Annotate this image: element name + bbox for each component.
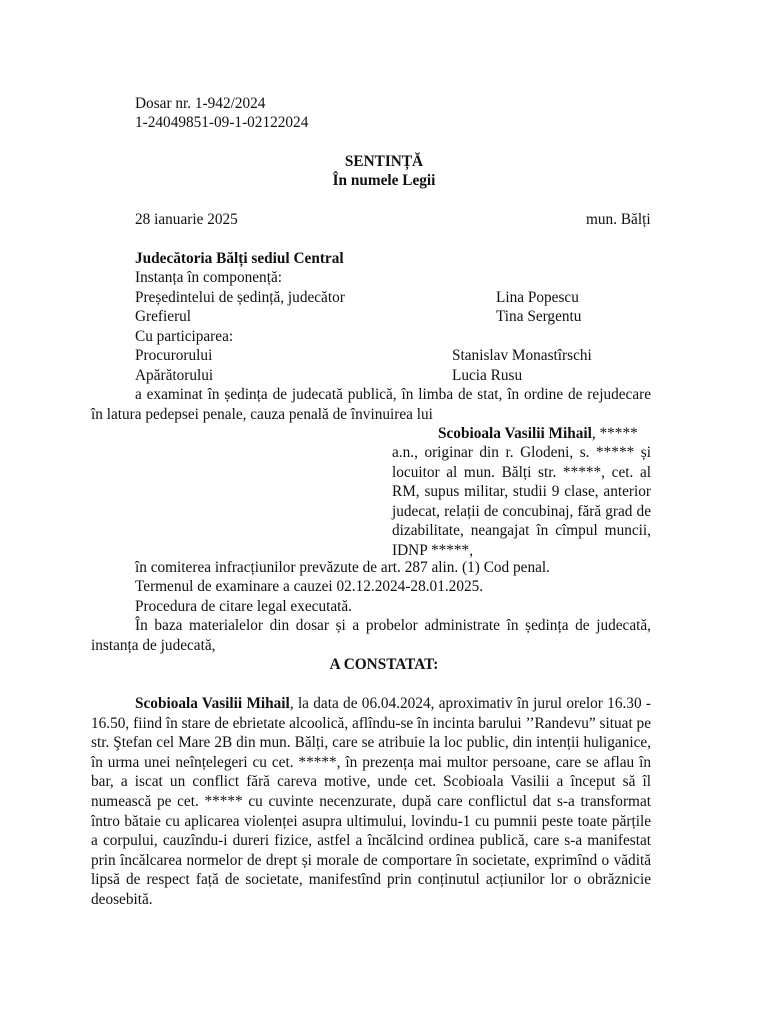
case-number: Dosar nr. 1-942/2024 [135,95,266,112]
court-name: Judecătoria Bălți sediul Central [135,250,344,267]
presiding-name: Lina Popescu [496,289,579,306]
defendant-name: Scobioala Vasilii Mihail [438,425,592,442]
defender-name: Lucia Rusu [452,367,523,384]
case-id: 1-24049851-09-1-02122024 [135,114,309,131]
basis-paragraph: În baza materialelor din dosar și a probelor administrate în ședința de judecată, instanța de judecată, [91,617,651,654]
charges-line: în comiterea infracțiunilor prevăzute de art. 287 alin. (1) Cod penal. [135,559,550,576]
defendant-first-line-rest: , ***** [591,425,638,442]
document-title: SENTINȚĂ [344,153,424,170]
findings-text: , la data de 06.04.2024, aproximativ în jurul orelor 16.30 - 16.50, fiind în stare de ebrietate alcoolică, aflîndu-se în incinta barului ’’Randevu” situat pe str. Ştefan cel Mare 2B din mun. Bălți, care se atribuie la loc public, din intenții huliganice, în urma unei neînțelegeri cu cet. *****, în prezența mai multor persoane, care se aflau în bar, a iscat un conflict fără careva motive, unde cet. Scobioala Vasilii a început să îl numească pe cet. ***** cu cuvinte necenzurate, după care conflictul dat s-a transformat întro bătaie cu aplicarea violenței asupra ultimului, lovindu-1 cu pumnii peste toate părțile a corpului, cauzîndu-i dureri fizice, astfel a încălcind ordinea publică, care s-a manifestat prin încălcarea normelor de drept și morale de comportare în societate, exprimînd o vădită lipsă de respect față de societate, manifestînd prin conținutul acțiunilor lor o obrăznicie deosebită. [91,695,651,908]
prosecutor-role: Procurorului [135,347,213,364]
examined-paragraph: a examinat în ședința de judecată publică, în limba de stat, în ordine de rejudecare în latura pedepsei penale, cauza penală de învinuirea lui [91,386,651,423]
procedure-line: Procedura de citare legal executată. [135,598,353,615]
composition-label: Instanța în componență: [135,269,282,286]
clerk-role: Grefierul [135,308,192,325]
term-line: Termenul de examinare a cauzei 02.12.2024-28.01.2025. [135,578,484,595]
prosecutor-name: Stanislav Monastîrschi [452,347,592,364]
section-heading: A CONSTATAT: [329,656,439,673]
defendant-details: a.n., originar din r. Glodeni, s. ***** și locuitor al mun. Bălți str. *****, cet. al RM, supus militar, studii 9 clase, anterior judecat, relații de concubinaj, fără grad de dizabilitate, neangajat în cîmpul muncii, IDNP *****, [392,444,651,559]
clerk-name: Tina Sergentu [496,308,582,325]
participation-label: Cu participarea: [135,328,234,345]
sentence-place: mun. Bălți [586,211,651,228]
findings-paragraph [91,694,651,910]
document-subtitle: În numele Legii [332,172,436,189]
defendant-line [438,424,638,444]
sentence-date: 28 ianuarie 2025 [135,211,238,228]
defender-role: Apărătorului [135,367,214,384]
findings-defendant-name: Scobioala Vasilii Mihail [135,695,290,712]
presiding-role: Președintelui de ședință, judecător [135,289,345,306]
